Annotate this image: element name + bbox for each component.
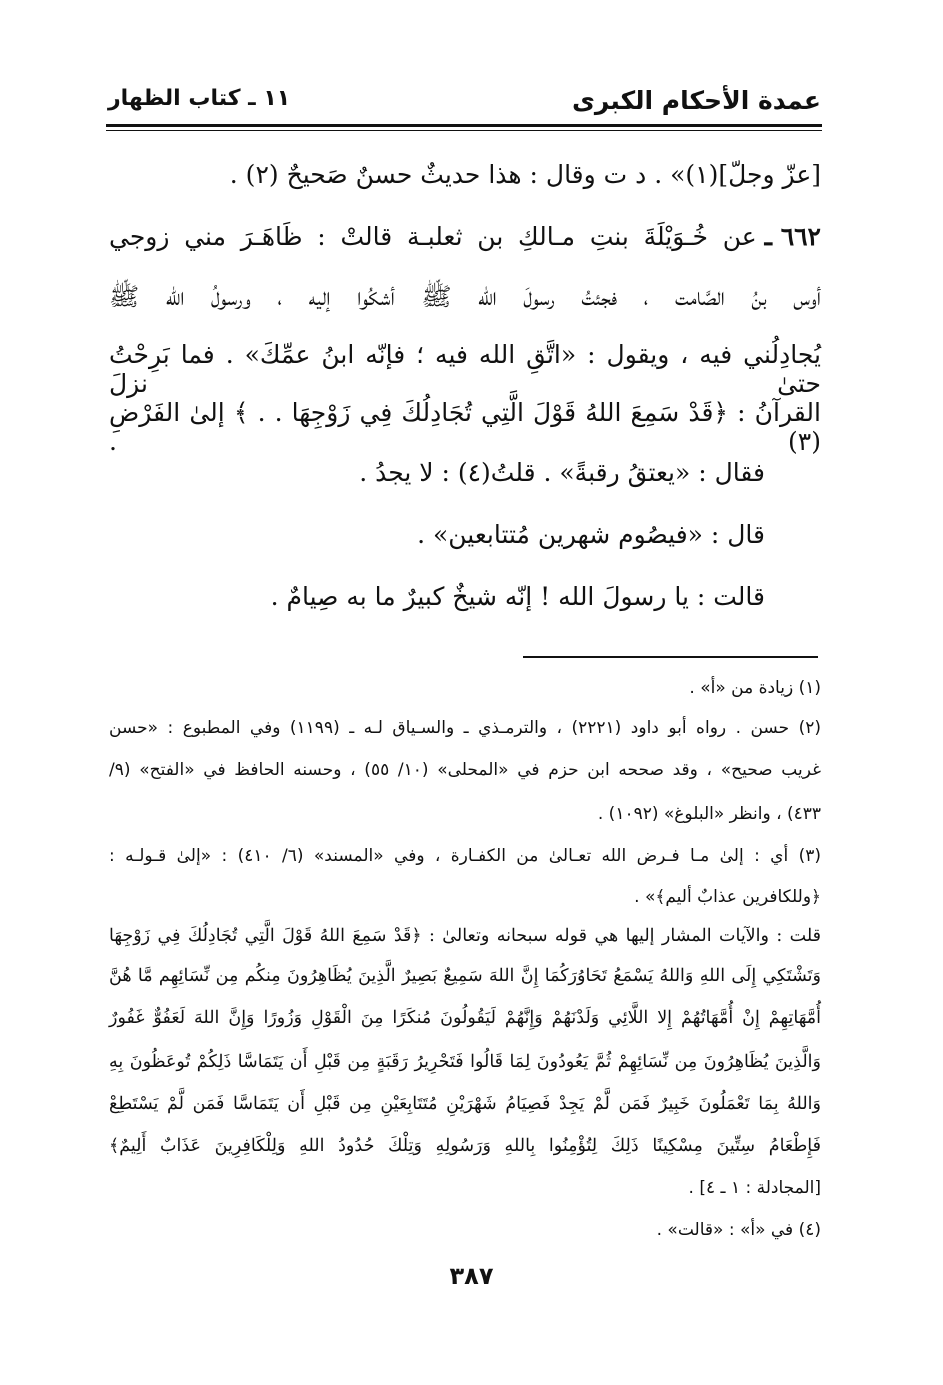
footnote-separator <box>523 656 818 658</box>
main-line-2-text: عن خُـوَيْلَةَ بنتِ مـالكِ بن ثعلبـة قالتْ : ظَاهَـرَ مني زوجي <box>109 222 757 251</box>
note-line-5: وَاللهُ بِمَا تَعْمَلُونَ خَبِيرٌ فَمَن لَّمْ يَجِدْ فَصِيَامُ شَهْرَيْنِ مُتَتَابِعَيْنِ مِن قَبْلِ أَن يَتَمَاسَّا فَمَن لَّمْ يَسْتَطِعْ <box>109 1094 821 1114</box>
main-line-4: يُجادِلُني فيه ، ويقول : «اتَّقِ الله فيه ؛ فإنّه ابنُ عمِّكَ» . فما بَرِحْتُ حتىٰ نزلَ <box>109 340 821 398</box>
note-line-6: فَإِطْعَامُ سِتِّينَ مِسْكِينًا ذَلِكَ لِتُؤْمِنُوا بِاللهِ وَرَسُولِهِ وَتِلْكَ حُدُودُ اللهِ وَلِلْكَافِرِينَ عَذَابٌ أَلِيمٌ﴾ <box>109 1136 821 1156</box>
main-line-5: القرآنُ : ﴿قَدْ سَمِعَ اللهُ قَوْلَ الَّتِي تُجَادِلُكَ فِي زَوْجِهَا . . ﴾ إلىٰ الفَرْضِ (٣) . <box>109 398 821 456</box>
footnote-1: (١) زيادة من «أ» . <box>689 678 821 698</box>
footnote-4: (٤) في «أ» : «قالت» . <box>656 1220 821 1240</box>
footnote-3-line-2: ﴿وللكافرين عذابٌ أليم﴾» . <box>634 887 821 907</box>
footnote-2-line-2: غريب صحيح» ، وقد صححه ابن حزم في «المحلى» (١٠/ ٥٥) ، وحسنه الحافظ في «الفتح» (٩/ <box>109 760 822 780</box>
footnote-2-line-3: ٤٣٣) ، وانظر «البلوغ» (١٠٩٢) . <box>597 804 821 824</box>
note-line-3: أُمَّهَاتِهِمْ إِنْ أُمَّهَاتُهُمْ إِلا اللَّائِي وَلَدْنَهُمْ وَإِنَّهُمْ لَيَقُولُونَ مُنكَرًا مِنَ الْقَوْلِ وَزُورًا وَإِنَّ اللهَ لَعَفُوٌّ غَفُورٌ <box>109 1008 821 1028</box>
page-number: ٣٨٧ <box>449 1262 494 1290</box>
note-line-7: [المجادلة : ١ ـ ٤] . <box>688 1178 821 1198</box>
main-line-7: قال : «فيصُوم شهرين مُتتابعين» . <box>417 520 765 549</box>
footnote-3-line-1: (٣) أي : إلىٰ مـا فـرض الله تعـالىٰ من الكفـارة ، وفي «المسند» (٦/ ٤١٠) : «إلىٰ قـولـه : <box>109 846 821 866</box>
note-line-2: وَتَشْتَكِي إِلَى اللهِ وَاللهُ يَسْمَعُ تَحَاوُرَكُمَا إِنَّ اللهَ سَمِيعٌ بَصِيرٌ الَّذِينَ يُظَاهِرُونَ مِنكُم مِن نِّسَائِهِم مَّا هُنَّ <box>109 966 821 986</box>
main-line-6: فقال : «يعتقُ رقبةً» . قلتُ(٤) : لا يجدُ . <box>359 458 765 487</box>
note-line-4: وَالَّذِينَ يُظَاهِرُونَ مِن نِّسَائِهِمْ ثُمَّ يَعُودُونَ لِمَا قَالُوا فَتَحْرِيرُ رَقَبَةٍ مِن قَبْلِ أَن يَتَمَاسَّا ذَلِكُمْ تُوعَظُونَ بِهِ <box>109 1052 821 1072</box>
running-header-chapter: ١١ ـ كتاب الظهار <box>108 86 291 111</box>
main-line-1: [عزّ وجلّ](١)» . د ت وقال : هذا حديثٌ حسنٌ صَحيحٌ (٢) . <box>229 160 821 189</box>
hadith-number: ٦٦٢ ـ <box>764 222 821 251</box>
main-line-8: قالت : يا رسولَ الله ! إنّه شيخٌ كبيرٌ ما به صِيامٌ . <box>270 582 765 611</box>
running-header-title: عمدة الأحكام الكبرى <box>571 86 821 115</box>
main-line-3: أوس بنُ الصَّامت ، فجئتُ رسولَ الله ﷺ أشكُوا إليه ، ورسولُ الله ﷺ <box>109 282 821 311</box>
main-line-2 <box>109 222 821 251</box>
note-line-1: قلت : والآيات المشار إليها هي قوله سبحانه وتعالىٰ : ﴿قَدْ سَمِعَ اللهُ قَوْلَ الَّتِي تُجَادِلُكَ فِي زَوْجِهَا <box>109 926 821 946</box>
header-rule-thin <box>106 130 822 131</box>
header-rule <box>106 124 822 127</box>
footnote-2-line-1: (٢) حسن . رواه أبو داود (٢٢٢١) ، والترمـذي ـ والسـياق لـه ـ (١١٩٩) وفي المطبوع : «حسن <box>109 718 821 738</box>
